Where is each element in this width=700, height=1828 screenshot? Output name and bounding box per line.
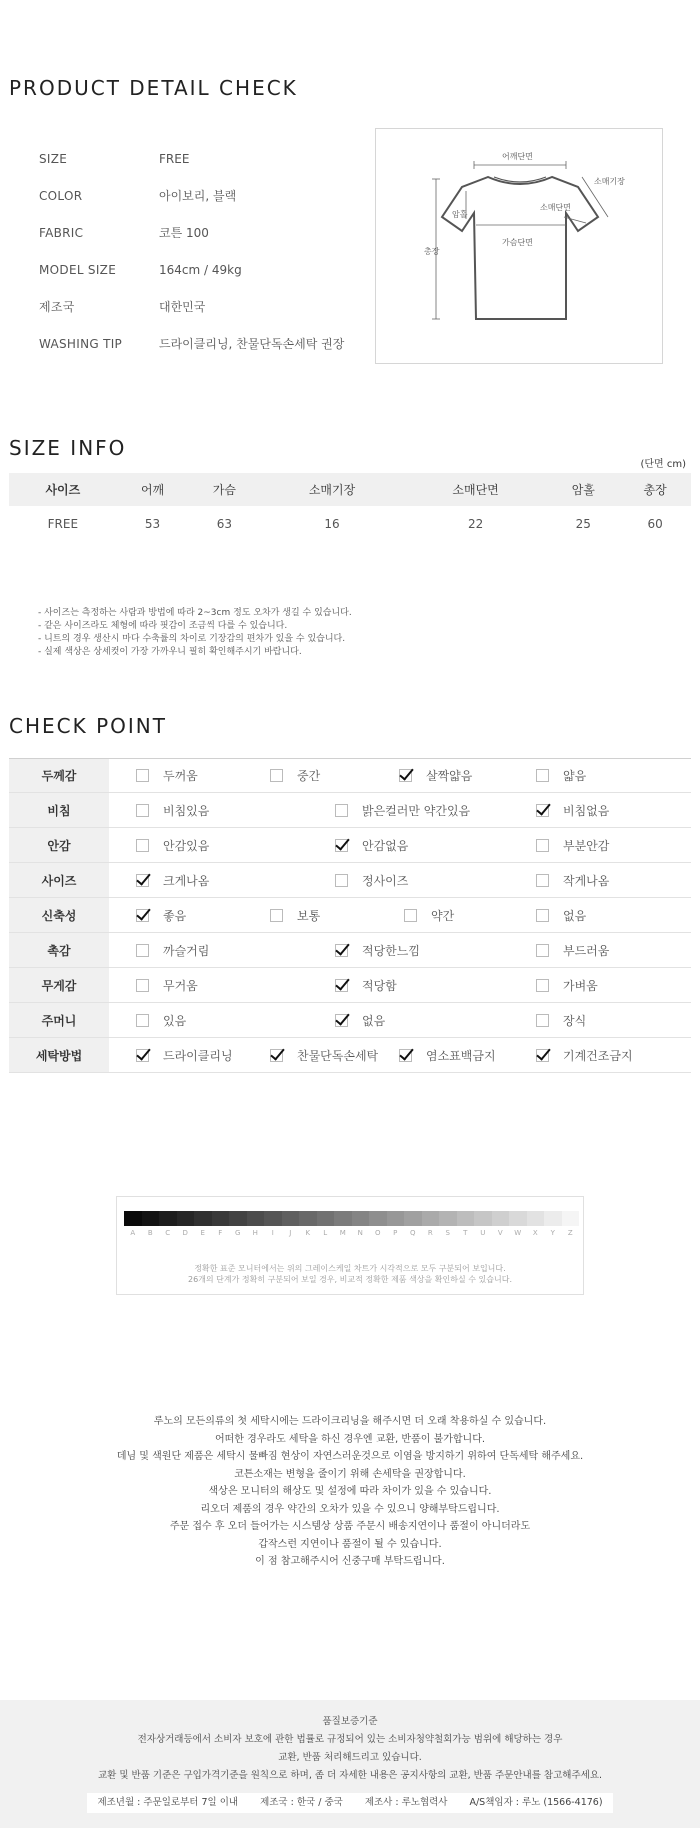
check-label: 주머니 (9, 1003, 109, 1037)
check-row (9, 968, 691, 1003)
detail-label: FABRIC (39, 225, 84, 240)
gray-swatch (439, 1211, 457, 1226)
check-row (9, 898, 691, 933)
size-header: 가슴 (188, 473, 260, 506)
check-row (9, 758, 691, 793)
check-row (9, 933, 691, 968)
check-option[interactable] (399, 767, 472, 784)
check-option[interactable] (270, 767, 320, 784)
check-label: 무게감 (9, 968, 109, 1002)
detail-label: COLOR (39, 188, 83, 203)
detail-label: SIZE (39, 151, 68, 166)
checkbox-icon[interactable] (136, 804, 149, 817)
check-label: 촉감 (9, 933, 109, 967)
diagram-label-armhole: 암홀 (452, 210, 468, 219)
check-option[interactable] (335, 1012, 385, 1029)
gray-letter: D (182, 1229, 188, 1237)
checkbox-icon[interactable] (136, 769, 149, 782)
gray-letter: F (218, 1229, 223, 1237)
gray-letter: I (271, 1229, 274, 1237)
check-option-label: 두꺼움 (163, 769, 198, 783)
size-cell: 60 (647, 517, 663, 531)
care-line: 갑작스런 지연이나 품절이 될 수 있습니다. (258, 1538, 442, 1550)
footer-info-item: 제조국 : 한국 / 중국 (260, 1797, 343, 1808)
check-option-label: 가벼움 (563, 978, 598, 993)
care-notice (0, 1413, 700, 1571)
gray-letter: M (339, 1229, 346, 1237)
gray-letter: P (393, 1229, 398, 1237)
gray-swatch (334, 1211, 352, 1226)
check-option[interactable] (536, 907, 586, 924)
size-cell: 53 (144, 517, 161, 531)
checkmark-icon[interactable] (536, 804, 549, 817)
check-option[interactable] (136, 1047, 233, 1064)
check-option[interactable] (536, 872, 609, 889)
size-cell: 63 (216, 517, 232, 531)
check-option[interactable] (136, 977, 198, 994)
detail-row (39, 214, 359, 251)
checkmark-icon[interactable] (136, 1049, 149, 1062)
check-option[interactable] (270, 907, 320, 924)
checkbox-icon[interactable] (536, 1014, 549, 1027)
care-line: 이 점 참고해주시어 신중구매 부탁드립니다. (255, 1556, 445, 1567)
check-point-table (9, 758, 691, 1073)
check-option[interactable] (335, 872, 408, 889)
gray-swatch (527, 1211, 545, 1226)
care-line: 데님 및 색원단 제품은 세탁시 물빠짐 현상이 자연스러운것으로 이염을 방지하기 위하여 단독세탁 해주세요. (116, 1451, 584, 1462)
gray-swatch (509, 1211, 527, 1226)
note-line: - 니트의 경우 생산시 마다 수축률의 차이로 기장감의 편차가 있을 수 있습니다. (38, 634, 346, 644)
size-cell: 16 (324, 517, 340, 531)
gray-letter: C (165, 1229, 171, 1237)
check-option-label: 무거움 (163, 978, 198, 993)
check-option-label: 적당함 (362, 978, 397, 993)
care-line: 코튼소재는 변형을 줄이기 위해 손세탁을 권장합니다. (234, 1468, 466, 1480)
check-option-label: 보통 (297, 908, 321, 923)
checkmark-icon[interactable] (399, 1049, 412, 1062)
check-option-label: 밝은컬러만 약간있음 (362, 803, 471, 818)
check-option-label: 장식 (563, 1013, 587, 1028)
detail-value: 164cm / 49kg (159, 262, 242, 277)
size-table (9, 473, 691, 542)
product-detail-title: PRODUCT DETAIL CHECK (9, 76, 298, 100)
check-option-label: 비침있음 (163, 803, 210, 818)
gray-letter: K (305, 1229, 311, 1237)
check-option-label: 안감없음 (362, 838, 409, 853)
care-line: 어떠한 경우라도 세탁을 하신 경우엔 교환, 반품이 불가합니다. (214, 1433, 486, 1445)
check-row (9, 1003, 691, 1038)
footer-line: 교환, 반품 처리해드리고 있습니다. (278, 1752, 422, 1763)
size-unit: (단면 cm) (640, 459, 686, 470)
gray-swatch (422, 1211, 440, 1226)
gray-swatch (142, 1211, 160, 1226)
check-option[interactable] (536, 942, 609, 959)
checkbox-icon[interactable] (536, 944, 549, 957)
detail-value: 코튼 100 (159, 226, 209, 240)
gray-letter: G (235, 1229, 241, 1237)
size-header: 사이즈 (9, 473, 117, 506)
gray-swatch (457, 1211, 475, 1226)
check-row (9, 1038, 691, 1073)
gray-swatch (352, 1211, 370, 1226)
check-option[interactable] (404, 907, 454, 924)
check-option-label: 없음 (362, 1013, 386, 1028)
check-option[interactable] (335, 942, 420, 959)
gray-swatch (492, 1211, 510, 1226)
gray-letter: B (147, 1229, 153, 1237)
check-option[interactable] (136, 837, 209, 854)
gray-swatch (562, 1211, 580, 1226)
grayscale-chart (116, 1196, 584, 1295)
note-line: - 실제 색상은 상세컷이 가장 가까우니 필히 확인해주시기 바랍니다. (38, 647, 302, 657)
check-option[interactable] (136, 1012, 186, 1029)
gray-letter: T (463, 1229, 468, 1237)
checkmark-icon[interactable] (399, 769, 412, 782)
check-option-label: 비침없음 (563, 803, 610, 818)
check-label: 세탁방법 (9, 1038, 109, 1072)
check-option[interactable] (136, 767, 198, 784)
checkmark-icon[interactable] (536, 1049, 549, 1062)
gray-letter: A (130, 1229, 136, 1237)
checkbox-icon[interactable] (335, 874, 348, 887)
size-header: 소매기장 (260, 473, 404, 506)
detail-row (39, 288, 359, 325)
gray-letter: N (357, 1229, 363, 1237)
gray-letter: U (480, 1229, 486, 1237)
footer-info-item: 제조년월 : 주문일로부터 7일 이내 (97, 1797, 239, 1808)
check-label: 사이즈 (9, 863, 109, 897)
check-option-label: 좋음 (163, 908, 187, 923)
checkbox-icon[interactable] (404, 909, 417, 922)
check-option[interactable] (270, 1047, 378, 1064)
check-option-label: 약간 (431, 908, 455, 923)
checkmark-icon[interactable] (136, 874, 149, 887)
gray-swatch (247, 1211, 265, 1226)
detail-label: MODEL SIZE (39, 262, 117, 277)
care-line: 루노의 모든의류의 첫 세탁시에는 드라이크리닝을 해주시면 더 오래 착용하실 수 있습니다. (153, 1416, 547, 1427)
size-header: 암홀 (547, 473, 619, 506)
diagram-label-sleeve-length: 소매기장 (594, 177, 625, 186)
gray-letter: O (374, 1229, 381, 1237)
detail-value: FREE (159, 151, 190, 166)
check-option[interactable] (136, 907, 186, 924)
check-option-label: 드라이클리닝 (163, 1048, 233, 1063)
gray-swatch (544, 1211, 562, 1226)
check-option-label: 부분안감 (563, 838, 610, 853)
size-cell: 25 (575, 517, 591, 531)
diagram-label-shoulder: 어깨단면 (502, 152, 533, 161)
detail-row (39, 177, 359, 214)
detail-row (39, 325, 359, 362)
gray-swatch (369, 1211, 387, 1226)
detail-value: 아이보리, 블랙 (159, 189, 237, 203)
gray-letter: E (200, 1229, 205, 1237)
check-label: 안감 (9, 828, 109, 862)
gray-swatch (404, 1211, 422, 1226)
check-row (9, 793, 691, 828)
check-row (9, 828, 691, 863)
check-option-label: 작게나옴 (563, 873, 610, 888)
footer-info-item: 제조사 : 루노협력사 (364, 1797, 448, 1808)
quality-guarantee-footer (0, 1700, 700, 1828)
footer-line: 교환 및 반품 기준은 구입가격기준을 원칙으로 하며, 좀 더 자세한 내용은 공지사항의 교환, 반품 주문안내를 참고해주세요. (97, 1770, 603, 1781)
gray-letter: L (323, 1229, 328, 1237)
product-detail-table (39, 140, 359, 362)
diagram-label-chest: 가슴단면 (502, 238, 533, 247)
gray-swatch (387, 1211, 405, 1226)
check-option-label: 살짝얇음 (426, 769, 473, 783)
check-option[interactable] (335, 802, 470, 819)
check-option-label: 얇음 (563, 769, 587, 783)
check-option-label: 안감있음 (163, 838, 210, 853)
footer-info-item: A/S책임자 : 루노 (1566-4176) (469, 1797, 603, 1808)
gray-swatch (317, 1211, 335, 1226)
check-option[interactable] (136, 872, 209, 889)
gray-letter: S (445, 1229, 450, 1237)
detail-label: WASHING TIP (39, 336, 123, 351)
checkbox-icon[interactable] (270, 909, 283, 922)
checkbox-icon[interactable] (136, 944, 149, 957)
size-header: 소매단면 (404, 473, 548, 506)
check-option-label: 중간 (297, 769, 321, 783)
gray-swatch (194, 1211, 212, 1226)
checkmark-icon[interactable] (136, 909, 149, 922)
gray-swatch (282, 1211, 300, 1226)
check-label: 두께감 (9, 759, 109, 792)
gray-swatch (177, 1211, 195, 1226)
check-option[interactable] (536, 837, 609, 854)
gray-letter: R (427, 1229, 433, 1237)
care-line: 주문 접수 후 오더 들어가는 시스템상 상품 주문시 배송지연이나 품절이 아니더라도 (169, 1521, 531, 1532)
gray-letter: V (497, 1229, 503, 1237)
checkbox-icon[interactable] (136, 979, 149, 992)
care-line: 색상은 모니터의 해상도 및 설정에 따라 차이가 있을 수 있습니다. (208, 1486, 492, 1497)
check-option-label: 크게나옴 (163, 873, 210, 888)
checkbox-icon[interactable] (136, 1014, 149, 1027)
gray-swatch (124, 1211, 142, 1226)
checkmark-icon[interactable] (335, 1014, 348, 1027)
checkmark-icon[interactable] (335, 944, 348, 957)
note-line: - 같은 사이즈라도 체형에 따라 핏감이 조금씩 다를 수 있습니다. (38, 621, 288, 631)
gray-letter: Z (567, 1229, 573, 1237)
size-cell: 22 (467, 517, 484, 531)
checkbox-icon[interactable] (536, 979, 549, 992)
gray-letter: J (289, 1229, 292, 1237)
check-option-label: 까슬거림 (163, 943, 210, 958)
gray-swatch (229, 1211, 247, 1226)
checkbox-icon[interactable] (536, 874, 549, 887)
check-option[interactable] (335, 837, 408, 854)
size-diagram (375, 128, 663, 364)
gray-swatch (474, 1211, 492, 1226)
checkbox-icon[interactable] (536, 909, 549, 922)
detail-value: 드라이클리닝, 찬물단독손세탁 권장 (159, 337, 345, 351)
check-option[interactable] (335, 977, 397, 994)
check-option[interactable] (136, 942, 209, 959)
checkbox-icon[interactable] (536, 769, 549, 782)
check-label: 비침 (9, 793, 109, 827)
check-option-label: 없음 (563, 908, 587, 923)
check-option-label: 정사이즈 (362, 873, 409, 888)
gray-letter: Q (409, 1229, 416, 1237)
checkbox-icon[interactable] (270, 769, 283, 782)
check-option[interactable] (136, 802, 209, 819)
check-option[interactable] (536, 977, 598, 994)
detail-row (39, 251, 359, 288)
note-line: - 사이즈는 측정하는 사람과 방법에 따라 2~3cm 정도 오차가 생길 수 있습니다. (38, 608, 352, 618)
check-option[interactable] (536, 1047, 633, 1064)
check-option[interactable] (536, 767, 586, 784)
check-option-label: 찬물단독손세탁 (297, 1048, 379, 1063)
checkbox-icon[interactable] (136, 839, 149, 852)
gray-note-line: 정확한 표준 모니터에서는 위의 그레이스케일 차트가 시각적으로 모두 구분되어 보입니다. (194, 1264, 506, 1273)
size-header: 어깨 (117, 473, 189, 506)
detail-label: 제조국 (39, 300, 75, 314)
diagram-label-sleeve-width: 소매단면 (540, 203, 571, 212)
footer-line: 전자상거래등에서 소비자 보호에 관한 법률로 규정되어 있는 소비자청약철회가능 범위에 해당하는 경우 (137, 1734, 563, 1745)
gray-swatch (159, 1211, 177, 1226)
check-option-label: 부드러움 (563, 943, 610, 958)
detail-row (39, 140, 359, 177)
checkbox-icon[interactable] (335, 804, 348, 817)
gray-note-line: 26개의 단계가 정확히 구분되어 보일 경우, 비교적 정확한 제품 색상을 확인하실 수 있습니다. (188, 1275, 512, 1284)
check-option-label: 있음 (163, 1013, 187, 1028)
gray-letter: W (514, 1229, 522, 1237)
gray-swatch (264, 1211, 282, 1226)
size-header: 총장 (619, 473, 691, 506)
checkmark-icon[interactable] (335, 839, 348, 852)
care-line: 리오더 제품의 경우 약간의 오차가 있을 수 있으니 양해부탁드립니다. (200, 1503, 500, 1515)
check-row (9, 863, 691, 898)
gray-letter: Y (550, 1229, 555, 1237)
table-row (9, 506, 691, 542)
tshirt-diagram-icon (376, 129, 664, 365)
check-point-title: CHECK POINT (9, 714, 167, 738)
grayscale-note (117, 1263, 583, 1285)
gray-swatch (299, 1211, 317, 1226)
checkmark-icon[interactable] (335, 979, 348, 992)
check-option[interactable] (536, 802, 609, 819)
gray-swatch (212, 1211, 230, 1226)
checkbox-icon[interactable] (536, 839, 549, 852)
checkmark-icon[interactable] (270, 1049, 283, 1062)
check-label: 신축성 (9, 898, 109, 932)
footer-title: 품질보증기준 (322, 1716, 378, 1727)
gray-letter: H (252, 1229, 258, 1237)
check-option[interactable] (399, 1047, 496, 1064)
size-notes (38, 607, 352, 659)
gray-letter: X (532, 1229, 538, 1237)
check-option-label: 기계건조금지 (563, 1048, 633, 1063)
diagram-label-length: 총장 (424, 247, 440, 256)
check-option-label: 적당한느낌 (362, 943, 420, 958)
footer-info-bar (87, 1793, 612, 1813)
check-option[interactable] (536, 1012, 586, 1029)
size-cell: FREE (47, 517, 79, 531)
size-info-title: SIZE INFO (9, 436, 127, 460)
detail-value: 대한민국 (159, 300, 206, 314)
check-option-label: 염소표백금지 (426, 1048, 496, 1063)
